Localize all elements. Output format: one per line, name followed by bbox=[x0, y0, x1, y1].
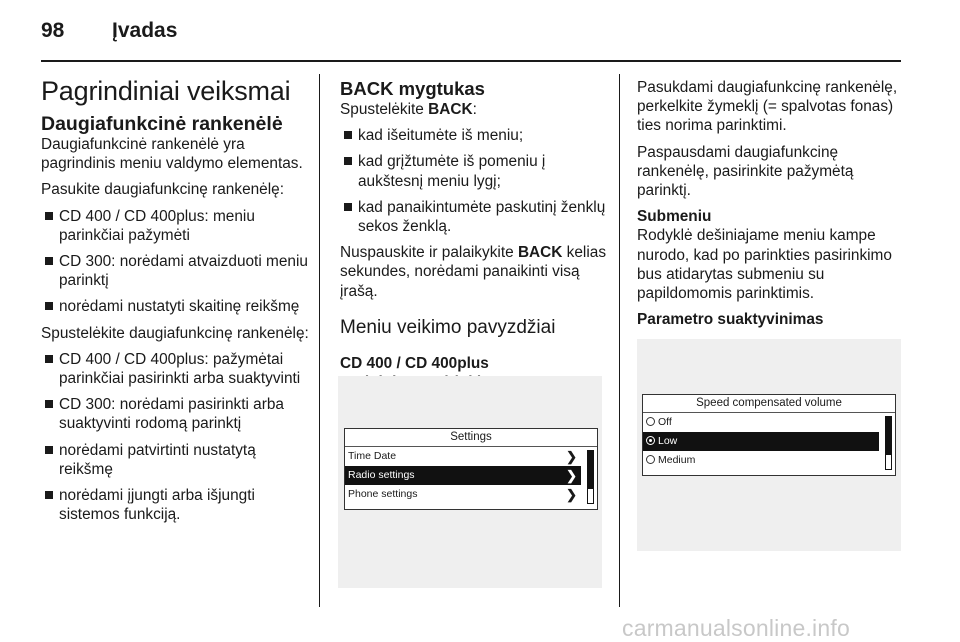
scrollbar-track bbox=[587, 488, 594, 504]
menu-row-label: Time Date bbox=[348, 450, 397, 462]
option-label: Low bbox=[658, 435, 678, 447]
right-column bbox=[637, 78, 905, 329]
menu-row-selected bbox=[345, 466, 581, 485]
hold-bold: BACK bbox=[517, 244, 563, 262]
scrollbar-thumb bbox=[885, 416, 892, 454]
volume-screenshot bbox=[637, 339, 901, 551]
option-row bbox=[643, 413, 879, 432]
back-list bbox=[340, 126, 608, 236]
back-lead-end: : bbox=[472, 101, 477, 118]
list-item: CD 400 / CD 400plus: meniu parinkčiai pažymėti bbox=[41, 207, 309, 245]
knob-heading: Daugiafunkcinė rankenėlė bbox=[41, 113, 283, 135]
scrollbar-track bbox=[885, 454, 892, 470]
header-rule bbox=[41, 60, 901, 62]
hold-post: kelias sekundes, norėdami panaikinti visą įrašą. bbox=[340, 244, 607, 300]
back-lead-bold: BACK bbox=[428, 101, 473, 118]
turn-list bbox=[41, 207, 309, 317]
left-column bbox=[41, 72, 309, 531]
list-item: CD 400 / CD 400plus: pažymėtai parinkčiai pasirinkti arba suaktyvinti bbox=[41, 350, 309, 388]
watermark: carmanualsonline.info bbox=[622, 615, 850, 641]
middle-column bbox=[340, 78, 608, 392]
menu-row bbox=[345, 447, 581, 466]
paragraph-press: Paspausdami daugiafunkcinę rankenėlę, pasirinkite pažymėtą parinktį. bbox=[637, 143, 854, 200]
screen-title: Speed compensated volume bbox=[643, 395, 895, 413]
list-item: norėdami įjungti arba išjungti sistemos funkciją. bbox=[41, 486, 309, 524]
chevron-right-icon: ❯ bbox=[566, 468, 577, 483]
example-model: CD 400 / CD 400plus bbox=[340, 354, 489, 372]
list-item: kad panaikintumėte paskutinį ženklų sekos ženklą. bbox=[340, 198, 608, 236]
section-title: Įvadas bbox=[112, 19, 178, 42]
list-item: kad grįžtumėte iš pomeniu į aukštesnį meniu lygį; bbox=[340, 152, 608, 190]
submenu-text: Rodyklė dešiniajame meniu kampe nurodo, kad po parinkties pasirinkimo bus atidarytas submeniu su papildomomis parinktimis. bbox=[637, 227, 892, 303]
list-item: CD 300: norėdami atvaizduoti meniu parinktį bbox=[41, 252, 309, 290]
list-item: CD 300: norėdami pasirinkti arba suaktyvinti rodomą parinktį bbox=[41, 395, 309, 433]
back-heading: BACK mygtukas bbox=[340, 78, 485, 99]
menu-row-label: Phone settings bbox=[348, 488, 418, 500]
back-lead-text: Spustelėkite bbox=[340, 101, 429, 118]
screen-title: Settings bbox=[345, 429, 597, 447]
submenu-heading: Submeniu bbox=[637, 208, 712, 226]
option-row-selected bbox=[643, 432, 879, 451]
page-header bbox=[0, 0, 960, 60]
option-label: Off bbox=[658, 416, 672, 428]
column-divider-2 bbox=[619, 74, 620, 607]
settings-screen bbox=[344, 428, 598, 510]
example-heading: Meniu veikimo pavyzdžiai bbox=[340, 316, 556, 338]
hold-pre: Nuspauskite ir palaikykite bbox=[340, 244, 518, 262]
list-item: norėdami nustatyti skaitinę reikšmę bbox=[41, 297, 309, 316]
back-lead bbox=[340, 100, 608, 119]
press-list bbox=[41, 350, 309, 525]
column-divider-1 bbox=[319, 74, 320, 607]
param-heading: Parametro suaktyvinimas bbox=[637, 311, 824, 329]
scrollbar-thumb bbox=[587, 450, 594, 488]
radio-icon bbox=[646, 417, 655, 426]
settings-screenshot bbox=[338, 376, 602, 588]
list-item: norėdami patvirtinti nustatytą reikšmę bbox=[41, 441, 309, 479]
page-number: 98 bbox=[41, 19, 65, 42]
option-row bbox=[643, 451, 879, 470]
paragraph-turn: Pasukdami daugiafunkcinę rankenėlę, perkelkite žymeklį (= spalvotas fonas) ties norima parinktimi. bbox=[637, 79, 898, 135]
hold-text bbox=[340, 243, 608, 301]
knob-intro: Daugiafunkcinė rankenėlė yra pagrindinis meniu valdymo elementas. bbox=[41, 136, 303, 173]
menu-row bbox=[345, 485, 581, 504]
chevron-right-icon: ❯ bbox=[566, 449, 577, 464]
option-label: Medium bbox=[658, 454, 696, 466]
press-lead: Spustelėkite daugiafunkcinę rankenėlę: bbox=[41, 324, 309, 342]
list-item: kad išeitumėte iš meniu; bbox=[340, 126, 608, 145]
volume-screen bbox=[642, 394, 896, 476]
main-heading: Pagrindiniai veiksmai bbox=[41, 76, 291, 106]
menu-row-label: Radio settings bbox=[348, 469, 415, 481]
radio-icon bbox=[646, 455, 655, 464]
turn-lead: Pasukite daugiafunkcinę rankenėlę: bbox=[41, 181, 284, 199]
radio-checked-icon bbox=[646, 436, 655, 445]
chevron-right-icon: ❯ bbox=[566, 487, 577, 502]
